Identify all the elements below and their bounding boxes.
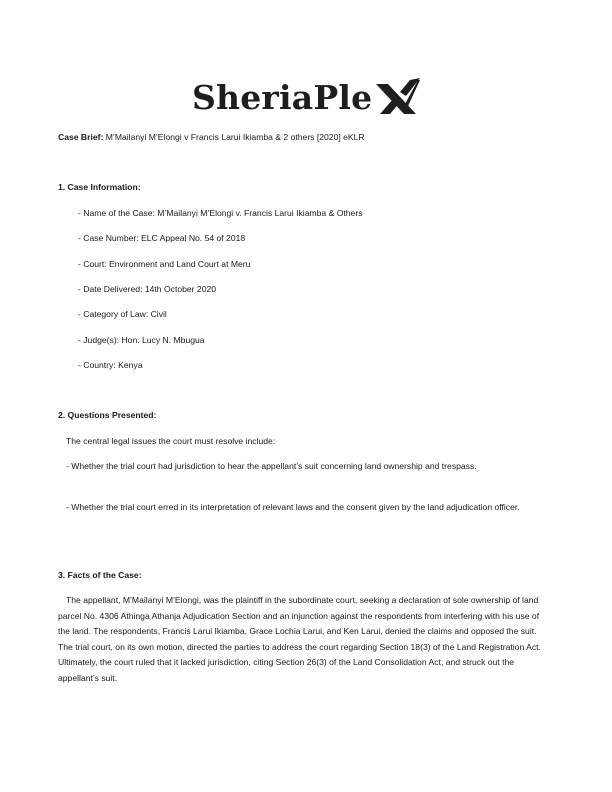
case-info-item: - Judge(s): Hon. Lucy N. Mbugua: [78, 335, 205, 345]
case-info-item: - Date Delivered: 14th October 2020: [78, 284, 217, 294]
section-heading-facts: 3. Facts of the Case:: [58, 570, 142, 580]
logo-wordmark: SheriaPle: [192, 78, 373, 117]
case-info-item: - Country: Kenya: [78, 360, 143, 370]
section-heading-questions: 2. Questions Presented:: [58, 410, 157, 420]
case-brief-label: Case Brief:: [58, 132, 104, 142]
question-item: - Whether the trial court had jurisdiction to hear the appellant’s suit concerning land ownership and trespass.: [66, 461, 477, 471]
case-info-item: - Name of the Case: M’Mailanyi M’Elongi v. Francis Larui Ikiamba & Others: [78, 208, 363, 218]
sheriaplex-logo: [192, 76, 424, 122]
questions-intro: The central legal issues the court must resolve include:: [66, 436, 276, 446]
facts-paragraph: The appellant, M’Mailanyi M’Elongi, was the plaintiff in the subordinate court, seeking a declaration of sole ownership of land parcel No. 4306 Athinga Athanja Adjudication Section and an injunction against the respondents from interfering with his use of the land. The respondents, Francis Larui Ikiamba, Grace Lochia Larui, and Ken Larui, denied the claims and opposed the suit. The trial court, on its own motion, directed the parties to address the court regarding Section 18(3) of the Land Registration Act. Ultimately, the court ruled that it lacked jurisdiction, citing Section 26(3) of the Land Consolidation Act, and struck out the appellant’s suit.: [58, 595, 541, 683]
case-info-item: - Case Number: ELC Appeal No. 54 of 2018: [78, 233, 246, 243]
case-info-item: - Category of Law: Civil: [78, 309, 167, 319]
case-brief-title: M’Mailanyi M’Elongi v Francis Larui Ikiamba & 2 others [2020] eKLR: [103, 132, 365, 142]
case-brief-line: [58, 131, 365, 143]
section-heading-case-information: 1. Case Information:: [58, 182, 141, 192]
logo-x-mark: [374, 76, 420, 120]
case-info-item: - Court: Environment and Land Court at Meru: [78, 259, 251, 269]
question-item: - Whether the trial court erred in its interpretation of relevant laws and the consent given by the land adjudication officer.: [66, 502, 520, 512]
